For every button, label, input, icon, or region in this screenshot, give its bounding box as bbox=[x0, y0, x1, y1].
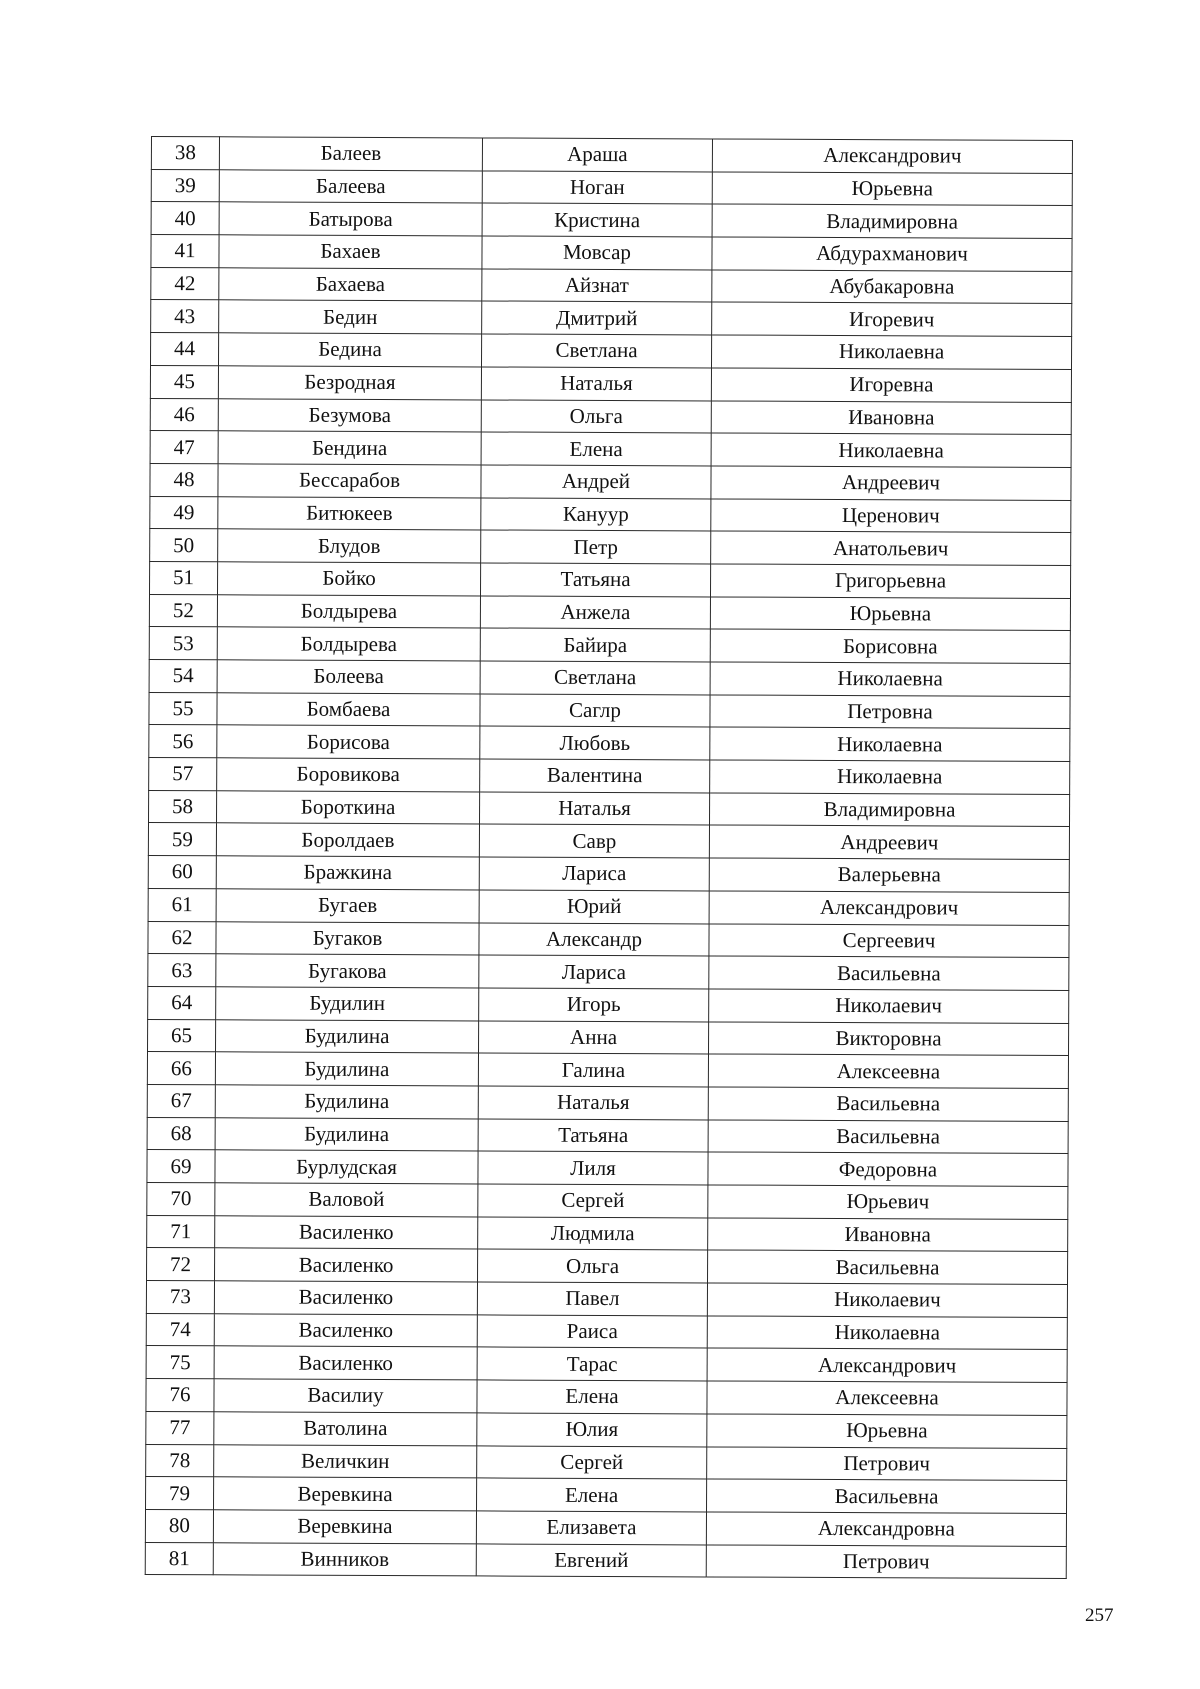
surname-cell: Балеева bbox=[219, 169, 482, 203]
patronymic-cell: Ивановна bbox=[708, 1218, 1068, 1252]
row-number-cell: 63 bbox=[148, 954, 216, 987]
row-number-cell: 68 bbox=[147, 1117, 215, 1150]
row-number-cell: 74 bbox=[146, 1313, 214, 1346]
row-number-cell: 65 bbox=[148, 1019, 216, 1052]
surname-cell: Бурлудская bbox=[215, 1150, 478, 1184]
given-name-cell: Андрей bbox=[481, 465, 711, 499]
row-number-cell: 48 bbox=[150, 463, 218, 496]
surname-cell: Веревкина bbox=[213, 1510, 476, 1544]
surname-cell: Василенко bbox=[214, 1281, 477, 1315]
given-name-cell: Сергей bbox=[477, 1445, 707, 1479]
given-name-cell: Татьяна bbox=[478, 1119, 708, 1153]
row-number-cell: 81 bbox=[145, 1542, 213, 1575]
given-name-cell: Лиля bbox=[478, 1151, 708, 1185]
given-name-cell: Александр bbox=[479, 922, 709, 956]
table-row bbox=[151, 202, 1072, 239]
table-row bbox=[148, 986, 1069, 1023]
patronymic-cell: Васильевна bbox=[708, 1250, 1068, 1284]
given-name-cell: Елена bbox=[481, 432, 711, 466]
given-name-cell: Игорь bbox=[479, 988, 709, 1022]
given-name-cell: Юрий bbox=[479, 890, 709, 924]
given-name-cell: Наталья bbox=[481, 367, 711, 401]
table-row bbox=[151, 267, 1072, 304]
surname-cell: Бедин bbox=[219, 300, 482, 334]
surname-cell: Бахаев bbox=[219, 235, 482, 269]
surname-cell: Бессарабов bbox=[218, 464, 481, 498]
patronymic-cell: Николаевна bbox=[710, 727, 1070, 761]
given-name-cell: Ольга bbox=[481, 399, 711, 433]
given-name-cell: Павел bbox=[477, 1282, 707, 1316]
row-number-cell: 69 bbox=[147, 1150, 215, 1183]
name-list-body bbox=[145, 137, 1072, 1579]
row-number-cell: 55 bbox=[149, 692, 217, 725]
table-row bbox=[150, 561, 1071, 598]
patronymic-cell: Церенович bbox=[711, 499, 1071, 533]
table-row bbox=[148, 856, 1069, 893]
table-row bbox=[148, 888, 1069, 925]
given-name-cell: Кристина bbox=[482, 203, 712, 237]
given-name-cell: Анна bbox=[479, 1021, 709, 1055]
row-number-cell: 38 bbox=[151, 137, 219, 170]
table-row bbox=[147, 1052, 1068, 1089]
table-row bbox=[150, 365, 1071, 402]
table-row bbox=[148, 921, 1069, 958]
surname-cell: Блудов bbox=[218, 529, 481, 563]
surname-cell: Бедина bbox=[218, 333, 481, 367]
surname-cell: Бендина bbox=[218, 431, 481, 465]
patronymic-cell: Абубакаровна bbox=[712, 270, 1072, 304]
patronymic-cell: Александрович bbox=[709, 891, 1069, 925]
patronymic-cell: Владимировна bbox=[709, 793, 1069, 827]
surname-cell: Болдырева bbox=[217, 594, 480, 628]
row-number-cell: 41 bbox=[151, 235, 219, 268]
row-number-cell: 77 bbox=[146, 1411, 214, 1444]
patronymic-cell: Андреевич bbox=[709, 825, 1069, 859]
patronymic-cell: Николаевич bbox=[709, 989, 1069, 1023]
table-row bbox=[146, 1379, 1067, 1416]
surname-cell: Василенко bbox=[214, 1346, 477, 1380]
given-name-cell: Евгений bbox=[476, 1543, 706, 1577]
row-number-cell: 56 bbox=[149, 725, 217, 758]
patronymic-cell: Петровна bbox=[710, 695, 1070, 729]
given-name-cell: Валентина bbox=[480, 759, 710, 793]
table-row bbox=[147, 1248, 1068, 1285]
patronymic-cell: Владимировна bbox=[712, 204, 1072, 238]
surname-cell: Болдырева bbox=[217, 627, 480, 661]
given-name-cell: Дмитрий bbox=[482, 301, 712, 335]
patronymic-cell: Васильевна bbox=[709, 956, 1069, 990]
given-name-cell: Мовсар bbox=[482, 236, 712, 270]
row-number-cell: 64 bbox=[148, 986, 216, 1019]
table-row bbox=[150, 431, 1071, 468]
table-row bbox=[150, 496, 1071, 533]
table-row bbox=[149, 692, 1070, 729]
row-number-cell: 67 bbox=[147, 1084, 215, 1117]
row-number-cell: 39 bbox=[151, 169, 219, 202]
surname-cell: Величкин bbox=[214, 1444, 477, 1478]
row-number-cell: 75 bbox=[146, 1346, 214, 1379]
row-number-cell: 72 bbox=[147, 1248, 215, 1281]
surname-cell: Бражкина bbox=[216, 856, 479, 890]
given-name-cell: Сергей bbox=[478, 1184, 708, 1218]
table-row bbox=[149, 725, 1070, 762]
patronymic-cell: Петрович bbox=[706, 1544, 1066, 1578]
patronymic-cell: Борисовна bbox=[710, 629, 1070, 663]
given-name-cell: Араша bbox=[482, 138, 712, 172]
given-name-cell: Наталья bbox=[479, 792, 709, 826]
surname-cell: Безродная bbox=[218, 366, 481, 400]
row-number-cell: 70 bbox=[147, 1182, 215, 1215]
surname-cell: Бугакова bbox=[216, 954, 479, 988]
page-number: 257 bbox=[1085, 1605, 1114, 1626]
row-number-cell: 78 bbox=[146, 1444, 214, 1477]
row-number-cell: 43 bbox=[151, 300, 219, 333]
row-number-cell: 52 bbox=[149, 594, 217, 627]
given-name-cell: Ольга bbox=[478, 1249, 708, 1283]
surname-cell: Василенко bbox=[215, 1248, 478, 1282]
table-row bbox=[146, 1313, 1067, 1350]
patronymic-cell: Анатольевич bbox=[711, 531, 1071, 565]
patronymic-cell: Игоревич bbox=[712, 302, 1072, 336]
table-row bbox=[147, 1084, 1068, 1121]
table-row bbox=[149, 594, 1070, 631]
surname-cell: Безумова bbox=[218, 398, 481, 432]
table-row bbox=[149, 659, 1070, 696]
row-number-cell: 80 bbox=[145, 1509, 213, 1542]
patronymic-cell: Игоревна bbox=[711, 368, 1071, 402]
given-name-cell: Елена bbox=[477, 1478, 707, 1512]
given-name-cell: Раиса bbox=[477, 1315, 707, 1349]
table-row bbox=[146, 1477, 1067, 1514]
given-name-cell: Петр bbox=[481, 530, 711, 564]
table-row bbox=[150, 333, 1071, 370]
table-row bbox=[149, 627, 1070, 664]
row-number-cell: 60 bbox=[148, 856, 216, 889]
patronymic-cell: Алексеевна bbox=[708, 1054, 1068, 1088]
table-row bbox=[147, 1182, 1068, 1219]
surname-cell: Бугаков bbox=[216, 921, 479, 955]
surname-cell: Борисова bbox=[217, 725, 480, 759]
row-number-cell: 54 bbox=[149, 659, 217, 692]
patronymic-cell: Юрьевна bbox=[712, 172, 1072, 206]
table-row bbox=[151, 169, 1072, 206]
surname-cell: Будилин bbox=[216, 987, 479, 1021]
table-row bbox=[147, 1215, 1068, 1252]
row-number-cell: 53 bbox=[149, 627, 217, 660]
table-row bbox=[150, 398, 1071, 435]
row-number-cell: 79 bbox=[146, 1477, 214, 1510]
given-name-cell: Анжела bbox=[480, 596, 710, 630]
patronymic-cell: Юрьевна bbox=[710, 597, 1070, 631]
row-number-cell: 49 bbox=[150, 496, 218, 529]
surname-cell: Боролдаев bbox=[216, 823, 479, 857]
patronymic-cell: Васильевна bbox=[707, 1479, 1067, 1513]
given-name-cell: Байира bbox=[480, 628, 710, 662]
surname-cell: Боровикова bbox=[217, 758, 480, 792]
surname-cell: Ватолина bbox=[214, 1412, 477, 1446]
table-row bbox=[148, 823, 1069, 860]
patronymic-cell: Петрович bbox=[707, 1446, 1067, 1480]
given-name-cell: Людмила bbox=[478, 1217, 708, 1251]
patronymic-cell: Валерьевна bbox=[709, 858, 1069, 892]
table-row bbox=[150, 529, 1071, 566]
given-name-cell: Айзнат bbox=[482, 269, 712, 303]
table-row bbox=[150, 463, 1071, 500]
surname-cell: Будилина bbox=[215, 1085, 478, 1119]
row-number-cell: 71 bbox=[147, 1215, 215, 1248]
table-row bbox=[145, 1542, 1066, 1579]
row-number-cell: 61 bbox=[148, 888, 216, 921]
row-number-cell: 40 bbox=[151, 202, 219, 235]
patronymic-cell: Григорьевна bbox=[710, 564, 1070, 598]
patronymic-cell: Ивановна bbox=[711, 400, 1071, 434]
table-row bbox=[146, 1411, 1067, 1448]
given-name-cell: Юлия bbox=[477, 1413, 707, 1447]
surname-cell: Битюкеев bbox=[218, 496, 481, 530]
row-number-cell: 58 bbox=[149, 790, 217, 823]
given-name-cell: Ноган bbox=[482, 171, 712, 205]
surname-cell: Будилина bbox=[215, 1117, 478, 1151]
row-number-cell: 76 bbox=[146, 1379, 214, 1412]
surname-cell: Бугаев bbox=[216, 889, 479, 923]
patronymic-cell: Александрович bbox=[712, 139, 1072, 173]
row-number-cell: 47 bbox=[150, 431, 218, 464]
row-number-cell: 51 bbox=[150, 561, 218, 594]
surname-cell: Бахаева bbox=[219, 268, 482, 302]
table-row bbox=[148, 1019, 1069, 1056]
row-number-cell: 73 bbox=[146, 1281, 214, 1314]
patronymic-cell: Николаевна bbox=[710, 760, 1070, 794]
given-name-cell: Саглр bbox=[480, 694, 710, 728]
table-row bbox=[149, 790, 1070, 827]
surname-cell: Бороткина bbox=[217, 791, 480, 825]
given-name-cell: Светлана bbox=[480, 661, 710, 695]
patronymic-cell: Николаевна bbox=[711, 433, 1071, 467]
patronymic-cell: Николаевна bbox=[707, 1316, 1067, 1350]
table-row bbox=[151, 235, 1072, 272]
table-row bbox=[147, 1117, 1068, 1154]
table-row bbox=[149, 758, 1070, 795]
given-name-cell: Лариса bbox=[479, 955, 709, 989]
patronymic-cell: Андреевич bbox=[711, 466, 1071, 500]
given-name-cell: Любовь bbox=[480, 726, 710, 760]
row-number-cell: 66 bbox=[147, 1052, 215, 1085]
given-name-cell: Кануур bbox=[481, 498, 711, 532]
row-number-cell: 46 bbox=[150, 398, 218, 431]
surname-cell: Болеева bbox=[217, 660, 480, 694]
name-list-table bbox=[145, 136, 1073, 1579]
given-name-cell: Елена bbox=[477, 1380, 707, 1414]
given-name-cell: Светлана bbox=[481, 334, 711, 368]
given-name-cell: Галина bbox=[478, 1053, 708, 1087]
surname-cell: Василенко bbox=[214, 1314, 477, 1348]
given-name-cell: Тарас bbox=[477, 1347, 707, 1381]
surname-cell: Балеев bbox=[219, 137, 482, 171]
patronymic-cell: Викторовна bbox=[708, 1022, 1068, 1056]
surname-cell: Батырова bbox=[219, 202, 482, 236]
patronymic-cell: Абдурахманович bbox=[712, 237, 1072, 271]
table-row bbox=[146, 1346, 1067, 1383]
surname-cell: Василиу bbox=[214, 1379, 477, 1413]
row-number-cell: 62 bbox=[148, 921, 216, 954]
row-number-cell: 57 bbox=[149, 758, 217, 791]
row-number-cell: 50 bbox=[150, 529, 218, 562]
patronymic-cell: Юрьевна bbox=[707, 1414, 1067, 1448]
patronymic-cell: Васильевна bbox=[708, 1087, 1068, 1121]
row-number-cell: 44 bbox=[150, 333, 218, 366]
row-number-cell: 42 bbox=[151, 267, 219, 300]
given-name-cell: Наталья bbox=[478, 1086, 708, 1120]
surname-cell: Веревкина bbox=[214, 1477, 477, 1511]
given-name-cell: Лариса bbox=[479, 857, 709, 891]
table-row bbox=[151, 137, 1072, 174]
patronymic-cell: Николаевна bbox=[710, 662, 1070, 696]
surname-cell: Винников bbox=[213, 1542, 476, 1576]
row-number-cell: 45 bbox=[150, 365, 218, 398]
patronymic-cell: Алексеевна bbox=[707, 1381, 1067, 1415]
table-row bbox=[151, 300, 1072, 337]
patronymic-cell: Николаевна bbox=[711, 335, 1071, 369]
surname-cell: Бойко bbox=[218, 562, 481, 596]
row-number-cell: 59 bbox=[148, 823, 216, 856]
surname-cell: Бомбаева bbox=[217, 692, 480, 726]
patronymic-cell: Федоровна bbox=[708, 1152, 1068, 1186]
table-row bbox=[145, 1509, 1066, 1546]
table-row bbox=[146, 1281, 1067, 1318]
given-name-cell: Татьяна bbox=[480, 563, 710, 597]
surname-cell: Будилина bbox=[216, 1019, 479, 1053]
patronymic-cell: Николаевич bbox=[707, 1283, 1067, 1317]
table-row bbox=[146, 1444, 1067, 1481]
surname-cell: Валовой bbox=[215, 1183, 478, 1217]
given-name-cell: Елизавета bbox=[476, 1511, 706, 1545]
table-row bbox=[148, 954, 1069, 991]
surname-cell: Василенко bbox=[215, 1215, 478, 1249]
given-name-cell: Савр bbox=[479, 824, 709, 858]
surname-cell: Будилина bbox=[215, 1052, 478, 1086]
patronymic-cell: Васильевна bbox=[708, 1120, 1068, 1154]
patronymic-cell: Александрович bbox=[707, 1348, 1067, 1382]
patronymic-cell: Александровна bbox=[706, 1512, 1066, 1546]
patronymic-cell: Сергеевич bbox=[709, 923, 1069, 957]
patronymic-cell: Юрьевич bbox=[708, 1185, 1068, 1219]
table-row bbox=[147, 1150, 1068, 1187]
